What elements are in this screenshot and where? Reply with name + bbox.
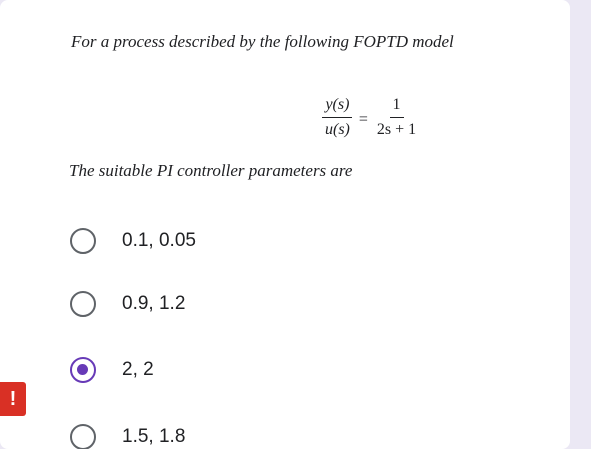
transfer-function-equation	[322, 95, 419, 140]
warning-icon: !	[0, 382, 26, 416]
rhs-numerator: 1	[390, 95, 404, 118]
option-label: 0.9, 1.2	[122, 293, 186, 314]
lhs-numerator: y(s)	[322, 95, 352, 118]
rhs-fraction	[374, 95, 419, 140]
option-label: 1.5, 1.8	[122, 426, 186, 447]
radio-unchecked-icon[interactable]	[70, 291, 96, 317]
lhs-denominator: u(s)	[325, 121, 350, 138]
rhs-denominator-rest: + 1	[391, 121, 417, 138]
option-label: 2, 2	[122, 359, 154, 380]
radio-checked-icon[interactable]	[70, 357, 96, 383]
option-1[interactable]	[70, 227, 196, 255]
sub-question-text: The suitable PI controller parameters are	[69, 161, 353, 180]
option-2[interactable]	[70, 290, 185, 318]
lhs-fraction	[322, 95, 353, 140]
option-4[interactable]	[70, 423, 185, 449]
radio-unchecked-icon[interactable]	[70, 424, 96, 449]
rhs-denominator	[374, 118, 419, 140]
option-label: 0.1, 0.05	[122, 230, 196, 251]
question-text: For a process described by the following FOPTD model	[71, 32, 454, 51]
equals-sign: =	[358, 110, 368, 128]
radio-unchecked-icon[interactable]	[70, 228, 96, 254]
option-3[interactable]	[70, 356, 154, 384]
rhs-denominator-var: 2s	[376, 121, 392, 138]
